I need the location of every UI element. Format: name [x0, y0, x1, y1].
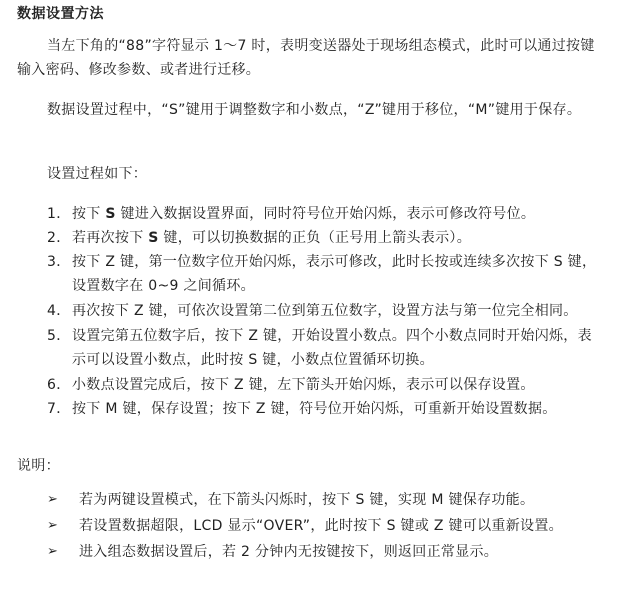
step-key: S — [148, 230, 159, 246]
steps-list — [47, 202, 599, 421]
step-number: 4． — [47, 303, 71, 319]
step-number: 6． — [47, 377, 71, 393]
intro-paragraph: 当左下角的“88”字符显示 1～7 时，表明变送器处于现场组态模式，此时可以通过按键输入密码、修改参数、或者进行迁移。 — [17, 38, 595, 78]
list-item — [47, 299, 599, 323]
step-text: 按下 — [72, 206, 106, 222]
step-text: 设置完第五位数字后，按下 Z 键，开始设置小数点。四个小数点同时开始闪烁，表示可以设置小数点，此时按 S 键，小数点位置循环切换。 — [72, 328, 592, 368]
list-item — [47, 488, 599, 512]
step-text: 键进入数据设置界面，同时符号位开始闪烁，表示可修改符号位。 — [115, 206, 536, 222]
list-item — [47, 250, 599, 298]
notes-list — [47, 488, 599, 566]
list-item — [47, 540, 599, 564]
section-title: 数据设置方法 — [17, 6, 104, 22]
step-text: 按下 M 键，保存设置；按下 Z 键，符号位开始闪烁，可重新开始设置数据。 — [72, 401, 557, 417]
step-text: 再次按下 Z 键，可依次设置第二位到第五位数字，设置方法与第一位完全相同。 — [72, 303, 578, 319]
keys-paragraph: 数据设置过程中，“S”键用于调整数字和小数点，“Z”键用于移位，“M”键用于保存。 — [47, 102, 582, 118]
step-number: 1． — [47, 206, 71, 222]
procedure-heading: 设置过程如下： — [47, 166, 148, 182]
notes-label: 说明： — [17, 458, 60, 474]
list-item — [47, 373, 599, 397]
step-number: 2． — [47, 230, 71, 246]
step-text: 小数点设置完成后，按下 Z 键，左下箭头开始闪烁，表示可以保存设置。 — [72, 377, 535, 393]
list-item — [47, 514, 599, 538]
list-item — [47, 226, 599, 250]
step-number: 7． — [47, 401, 71, 417]
list-item — [47, 324, 599, 372]
note-text: 若设置数据超限，LCD 显示“OVER”，此时按下 S 键或 Z 键可以重新设置。 — [79, 518, 563, 534]
step-number: 5． — [47, 328, 71, 344]
step-text: 若再次按下 — [72, 230, 149, 246]
step-text: 按下 Z 键，第一位数字位开始闪烁，表示可修改，此时长按或连续多次按下 S 键，设置数字在 0~9 之间循环。 — [72, 254, 597, 294]
note-text: 进入组态数据设置后，若 2 分钟内无按键按下，则返回正常显示。 — [79, 544, 499, 560]
list-item — [47, 397, 599, 421]
arrow-bullet-icon: ➢ — [47, 518, 59, 533]
step-text: 键，可以切换数据的正负（正号用上箭头表示）。 — [158, 230, 471, 246]
arrow-bullet-icon: ➢ — [47, 544, 59, 559]
arrow-bullet-icon: ➢ — [47, 492, 59, 507]
step-number: 3． — [47, 254, 71, 270]
list-item — [47, 202, 599, 226]
note-text: 若为两键设置模式，在下箭头闪烁时，按下 S 键，实现 M 键保存功能。 — [79, 492, 535, 508]
step-key: S — [105, 206, 116, 222]
